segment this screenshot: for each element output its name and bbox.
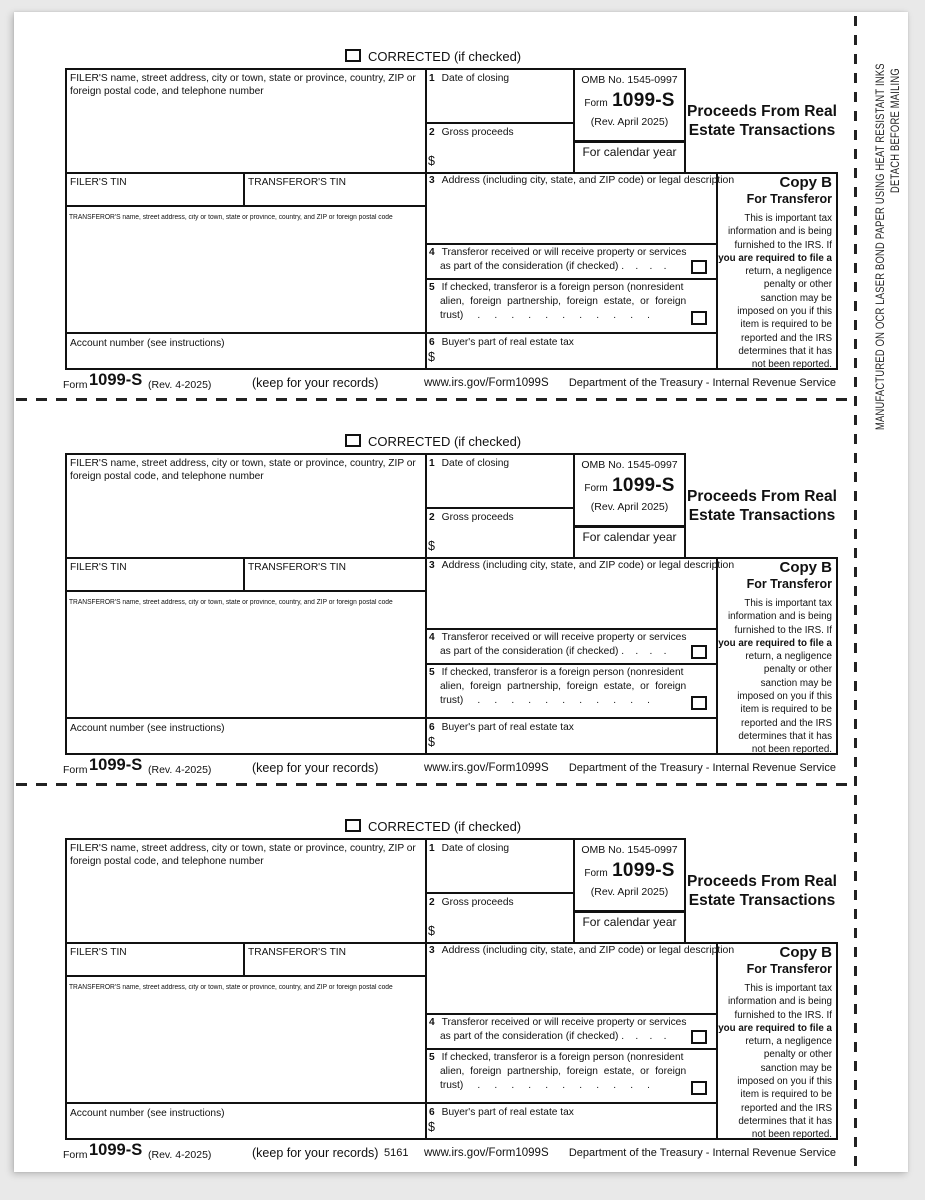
box4-consideration xyxy=(429,246,686,273)
box5-line2: alien, foreign partnership, foreign estate, or foreign xyxy=(440,296,687,307)
form-title-line1: Proceeds From Real xyxy=(687,103,837,120)
box4-checkbox[interactable] xyxy=(691,260,707,274)
transferor-tin-label: TRANSFEROR'S TIN xyxy=(248,177,346,188)
box2-label: Gross proceeds xyxy=(441,127,514,138)
filer-name-address-label: FILER'S name, street address, city or town, state or province, country, ZIP or foreign postal code, and telephone number xyxy=(70,73,416,97)
box1-label: Date of closing xyxy=(441,843,510,854)
box4-line2: as part of the consideration (if checked) . . . . xyxy=(440,260,667,272)
calendar-year-label: For calendar year xyxy=(582,915,677,929)
form-number: 1099-S xyxy=(612,90,675,111)
box5-checkbox[interactable] xyxy=(691,696,707,710)
copy-b-line: determines that it has xyxy=(738,1115,832,1127)
box6-label: Buyer's part of real estate tax xyxy=(441,337,574,348)
table-border-line xyxy=(425,663,718,665)
copy-b-title: Copy B xyxy=(779,559,832,576)
table-border-line xyxy=(425,243,718,245)
filer-name-address-label: FILER'S name, street address, city or town, state or province, country, ZIP or foreign postal code, and telephone number xyxy=(70,843,416,867)
corrected-label: CORRECTED (if checked) xyxy=(368,819,522,834)
box2-number: 2 xyxy=(429,512,435,523)
table-border-line xyxy=(65,557,838,559)
form-title-line1: Proceeds From Real xyxy=(687,873,837,890)
footer-revision: (Rev. 4-2025) xyxy=(148,764,212,776)
form-title-line1: Proceeds From Real xyxy=(687,488,837,505)
box4-number: 4 xyxy=(429,632,435,643)
table-border-line xyxy=(573,140,686,143)
form-number: 1099-S xyxy=(612,475,675,496)
box4-number: 4 xyxy=(429,1017,435,1028)
form-revision: (Rev. April 2025) xyxy=(590,116,669,128)
box6-number: 6 xyxy=(429,1107,435,1118)
copy-b-line: reported and the IRS xyxy=(741,1102,832,1114)
box4-consideration xyxy=(429,1016,686,1043)
box5-line2: alien, foreign partnership, foreign estate, or foreign xyxy=(440,1066,687,1077)
form-title-line2: Estate Transactions xyxy=(688,892,836,909)
account-number-label: Account number (see instructions) xyxy=(70,723,225,734)
copy-b-line: return, a negligence xyxy=(745,1036,832,1048)
omb-number: OMB No. 1545-0997 xyxy=(581,459,678,471)
box3-number: 3 xyxy=(429,560,435,571)
copy-b-line: furnished to the IRS. If xyxy=(734,239,832,251)
table-border-line xyxy=(65,1102,718,1104)
account-number-label: Account number (see instructions) xyxy=(70,338,225,349)
copy-b-block xyxy=(718,175,832,372)
box1-number: 1 xyxy=(429,843,435,854)
table-border-line xyxy=(425,892,575,894)
transferor-tin-label: TRANSFEROR'S TIN xyxy=(248,562,346,573)
copy-b-line: item is required to be xyxy=(740,704,832,716)
copy-b-line: furnished to the IRS. If xyxy=(734,624,832,636)
box2-dollar-sign: $ xyxy=(428,924,435,938)
box4-line1-row xyxy=(429,631,686,645)
box6-dollar-sign: $ xyxy=(428,350,435,364)
omb-cell xyxy=(575,453,684,513)
table-border-line xyxy=(836,172,838,370)
transferor-name-address-label: TRANSFEROR'S name, street address, city or town, state or province, country, and ZIP or foreign postal code xyxy=(69,984,393,991)
table-border-line xyxy=(573,910,686,913)
copy-b-line: This is important tax xyxy=(744,598,832,609)
box1-date-of-closing xyxy=(429,72,509,85)
form-number-line xyxy=(575,860,684,884)
copy-b-line: penalty or other xyxy=(763,664,832,676)
copy-b-line: return, a negligence xyxy=(745,651,832,663)
footer-revision: (Rev. 4-2025) xyxy=(148,379,212,391)
box5-foreign-person xyxy=(429,1051,686,1093)
footer-revision: (Rev. 4-2025) xyxy=(148,1149,212,1161)
table-border-line xyxy=(65,717,718,719)
table-border-line xyxy=(573,525,686,528)
box5-number: 5 xyxy=(429,1052,435,1063)
table-border-line xyxy=(425,122,575,124)
box5-line1-row xyxy=(429,1051,686,1065)
copy-b-subtitle: For Transferor xyxy=(746,192,832,206)
footer-irs-url: www.irs.gov/Form1099S xyxy=(424,377,549,389)
copy-b-line: information and is being xyxy=(727,611,832,623)
form-title-line2: Estate Transactions xyxy=(688,507,836,524)
filer-tin-label: FILER'S TIN xyxy=(70,562,127,573)
form-revision: (Rev. April 2025) xyxy=(590,886,669,898)
footer-keep-label: (keep for your records) xyxy=(252,376,379,390)
copy-b-line: reported and the IRS xyxy=(741,717,832,729)
box6-number: 6 xyxy=(429,337,435,348)
box5-line1: If checked, transferor is a foreign person (nonresident xyxy=(441,1052,684,1063)
copy-b-line: item is required to be xyxy=(740,1089,832,1101)
copy-b-line: sanction may be xyxy=(760,292,832,304)
account-number-label: Account number (see instructions) xyxy=(70,1108,225,1119)
box5-line2: alien, foreign partnership, foreign estate, or foreign xyxy=(440,681,687,692)
form-title xyxy=(684,102,840,140)
form-word: Form xyxy=(584,868,608,879)
box5-line1-row xyxy=(429,281,686,295)
footer-irs-url: www.irs.gov/Form1099S xyxy=(424,762,549,774)
table-border-line xyxy=(425,628,718,630)
box1-label: Date of closing xyxy=(441,73,510,84)
box1-date-of-closing xyxy=(429,457,509,470)
box5-number: 5 xyxy=(429,667,435,678)
footer-department: Department of the Treasury - Internal Revenue Service xyxy=(568,1147,836,1159)
copy-b-block xyxy=(718,560,832,757)
box3-label: Address (including city, state, and ZIP code) or legal description xyxy=(441,560,735,571)
footer-keep-label: (keep for your records) xyxy=(252,1146,379,1160)
table-border-line xyxy=(425,278,718,280)
copy-b-title: Copy B xyxy=(779,944,832,961)
form-1099s-copy-2 xyxy=(0,430,925,815)
box5-line3: trust) . . . . . . . . . . . xyxy=(440,695,651,706)
box5-line1-row xyxy=(429,666,686,680)
box2-number: 2 xyxy=(429,127,435,138)
copy-b-line: determines that it has xyxy=(738,345,832,357)
copy-b-line: penalty or other xyxy=(763,279,832,291)
box3-number: 3 xyxy=(429,175,435,186)
omb-number: OMB No. 1545-0997 xyxy=(581,844,678,856)
form-title xyxy=(684,872,840,910)
omb-cell xyxy=(575,68,684,128)
box4-checkbox[interactable] xyxy=(691,1030,707,1044)
box2-dollar-sign: $ xyxy=(428,154,435,168)
box4-line1-row xyxy=(429,246,686,260)
copy-b-line: information and is being xyxy=(727,996,832,1008)
box5-line1: If checked, transferor is a foreign person (nonresident xyxy=(441,667,684,678)
copy-b-line: penalty or other xyxy=(763,1049,832,1061)
box4-line2: as part of the consideration (if checked) . . . . xyxy=(440,645,667,657)
box2-label: Gross proceeds xyxy=(441,512,514,523)
footer-department: Department of the Treasury - Internal Revenue Service xyxy=(568,762,836,774)
box3-label: Address (including city, state, and ZIP code) or legal description xyxy=(441,175,735,186)
copy-b-line: not been reported. xyxy=(751,1129,832,1141)
table-border-line xyxy=(65,590,427,592)
form-number-line xyxy=(575,475,684,499)
box5-number: 5 xyxy=(429,282,435,293)
box5-checkbox[interactable] xyxy=(691,311,707,325)
manufactured-paper-text: MANUFACTURED ON OCR LASER BOND PAPER USING HEAT RESISTANT INKS xyxy=(873,63,887,431)
copy-b-line: This is important tax xyxy=(744,213,832,224)
table-border-line xyxy=(65,942,838,944)
box4-line1-row xyxy=(429,1016,686,1030)
table-border-line xyxy=(243,942,245,977)
box5-line3: trust) . . . . . . . . . . . xyxy=(440,1080,651,1091)
copy-b-line: return, a negligence xyxy=(745,266,832,278)
table-border-line xyxy=(425,507,575,509)
corrected-checkbox[interactable] xyxy=(345,49,361,62)
copy-b-line: information and is being xyxy=(727,226,832,238)
box6-number: 6 xyxy=(429,722,435,733)
box1-number: 1 xyxy=(429,458,435,469)
footer-department: Department of the Treasury - Internal Revenue Service xyxy=(568,377,836,389)
box4-number: 4 xyxy=(429,247,435,258)
copy-b-line: reported and the IRS xyxy=(741,332,832,344)
box3-address xyxy=(429,945,734,956)
transferor-name-address-label: TRANSFEROR'S name, street address, city or town, state or province, country, and ZIP or foreign postal code xyxy=(69,599,393,606)
corrected-checkbox[interactable] xyxy=(345,819,361,832)
form-1099s-copy-3 xyxy=(0,815,925,1200)
box3-number: 3 xyxy=(429,945,435,956)
copy-b-line: not been reported. xyxy=(751,744,832,756)
box4-checkbox[interactable] xyxy=(691,645,707,659)
box2-number: 2 xyxy=(429,897,435,908)
table-border-line xyxy=(65,68,67,370)
form-word: Form xyxy=(584,98,608,109)
form-revision: (Rev. April 2025) xyxy=(590,501,669,513)
box3-address xyxy=(429,560,734,571)
table-border-line xyxy=(65,205,427,207)
box1-number: 1 xyxy=(429,73,435,84)
copy-b-line: imposed on you if this xyxy=(737,306,832,318)
copy-b-line: furnished to the IRS. If xyxy=(734,1009,832,1021)
footer-form-number: 1099-S xyxy=(89,756,143,774)
box6-label: Buyer's part of real estate tax xyxy=(441,722,574,733)
form-word: Form xyxy=(584,483,608,494)
table-border-line xyxy=(425,1048,718,1050)
table-border-line xyxy=(836,557,838,755)
footer-form-word: Form xyxy=(63,379,88,391)
box2-gross-proceeds xyxy=(429,896,514,909)
footer-form-number: 1099-S xyxy=(89,371,143,389)
box6-buyers-part xyxy=(429,1106,574,1119)
corrected-label: CORRECTED (if checked) xyxy=(368,49,522,64)
calendar-year-label: For calendar year xyxy=(582,145,677,159)
omb-number: OMB No. 1545-0997 xyxy=(581,74,678,86)
transferor-tin-label: TRANSFEROR'S TIN xyxy=(248,947,346,958)
copy-b-line: you are required to file a xyxy=(718,252,832,264)
box4-line1: Transferor received or will receive property or services xyxy=(441,247,687,258)
table-border-line xyxy=(425,838,427,1140)
box6-dollar-sign: $ xyxy=(428,735,435,749)
table-border-line xyxy=(243,172,245,207)
box4-line2: as part of the consideration (if checked) . . . . xyxy=(440,1030,667,1042)
copy-b-instructions xyxy=(718,982,832,1142)
box3-address xyxy=(429,175,734,186)
form-number-line xyxy=(575,90,684,114)
copy-b-line: sanction may be xyxy=(760,1062,832,1074)
table-border-line xyxy=(425,1013,718,1015)
table-border-line xyxy=(65,453,67,755)
corrected-checkbox[interactable] xyxy=(345,434,361,447)
filer-tin-label: FILER'S TIN xyxy=(70,177,127,188)
copy-b-title: Copy B xyxy=(779,174,832,191)
table-border-line xyxy=(65,838,67,1140)
form-1099s-copy-1 xyxy=(0,45,925,430)
calendar-year-label: For calendar year xyxy=(582,530,677,544)
filer-name-address-label: FILER'S name, street address, city or town, state or province, country, ZIP or foreign postal code, and telephone number xyxy=(70,458,416,482)
table-border-line xyxy=(65,975,427,977)
copy-b-line: determines that it has xyxy=(738,730,832,742)
box2-gross-proceeds xyxy=(429,126,514,139)
box4-line1: Transferor received or will receive property or services xyxy=(441,1017,687,1028)
table-border-line xyxy=(65,332,718,334)
copy-b-line: you are required to file a xyxy=(718,1022,832,1034)
box6-dollar-sign: $ xyxy=(428,1120,435,1134)
box1-label: Date of closing xyxy=(441,458,510,469)
box5-line3: trust) . . . . . . . . . . . xyxy=(440,310,651,321)
table-border-line xyxy=(65,172,838,174)
box4-line1: Transferor received or will receive property or services xyxy=(441,632,687,643)
table-border-line xyxy=(243,557,245,592)
footer-form-word: Form xyxy=(63,764,88,776)
box6-buyers-part xyxy=(429,336,574,349)
copy-b-line: not been reported. xyxy=(751,359,832,371)
copy-b-subtitle: For Transferor xyxy=(746,577,832,591)
copy-b-line: imposed on you if this xyxy=(737,1076,832,1088)
box2-gross-proceeds xyxy=(429,511,514,524)
box1-date-of-closing xyxy=(429,842,509,855)
copy-b-line: imposed on you if this xyxy=(737,691,832,703)
copy-b-instructions xyxy=(718,597,832,757)
corrected-label: CORRECTED (if checked) xyxy=(368,434,522,449)
box6-buyers-part xyxy=(429,721,574,734)
filer-tin-label: FILER'S TIN xyxy=(70,947,127,958)
box4-consideration xyxy=(429,631,686,658)
copy-b-instructions xyxy=(718,212,832,372)
box5-checkbox[interactable] xyxy=(691,1081,707,1095)
box2-label: Gross proceeds xyxy=(441,897,514,908)
footer-form-word: Form xyxy=(63,1149,88,1161)
footer-keep-label: (keep for your records) xyxy=(252,761,379,775)
omb-cell xyxy=(575,838,684,898)
box5-foreign-person xyxy=(429,281,686,323)
table-border-line xyxy=(836,942,838,1140)
box6-label: Buyer's part of real estate tax xyxy=(441,1107,574,1118)
form-number: 1099-S xyxy=(612,860,675,881)
footer-irs-url: www.irs.gov/Form1099S xyxy=(424,1147,549,1159)
box3-label: Address (including city, state, and ZIP code) or legal description xyxy=(441,945,735,956)
copy-b-line: sanction may be xyxy=(760,677,832,689)
footer-form-number: 1099-S xyxy=(89,1141,143,1159)
form-title xyxy=(684,487,840,525)
copy-b-line: item is required to be xyxy=(740,319,832,331)
form-title-line2: Estate Transactions xyxy=(688,122,836,139)
table-border-line xyxy=(425,453,427,755)
transferor-name-address-label: TRANSFEROR'S name, street address, city or town, state or province, country, and ZIP or foreign postal code xyxy=(69,214,393,221)
detach-before-mailing-text: DETACH BEFORE MAILING xyxy=(888,68,902,193)
copy-b-block xyxy=(718,945,832,1142)
copy-b-line: This is important tax xyxy=(744,983,832,994)
copy-b-subtitle: For Transferor xyxy=(746,962,832,976)
table-border-line xyxy=(425,68,427,370)
box5-foreign-person xyxy=(429,666,686,708)
box2-dollar-sign: $ xyxy=(428,539,435,553)
copy-b-line: you are required to file a xyxy=(718,637,832,649)
footer-sheet-number: 5161 xyxy=(384,1147,409,1159)
box5-line1: If checked, transferor is a foreign person (nonresident xyxy=(441,282,684,293)
